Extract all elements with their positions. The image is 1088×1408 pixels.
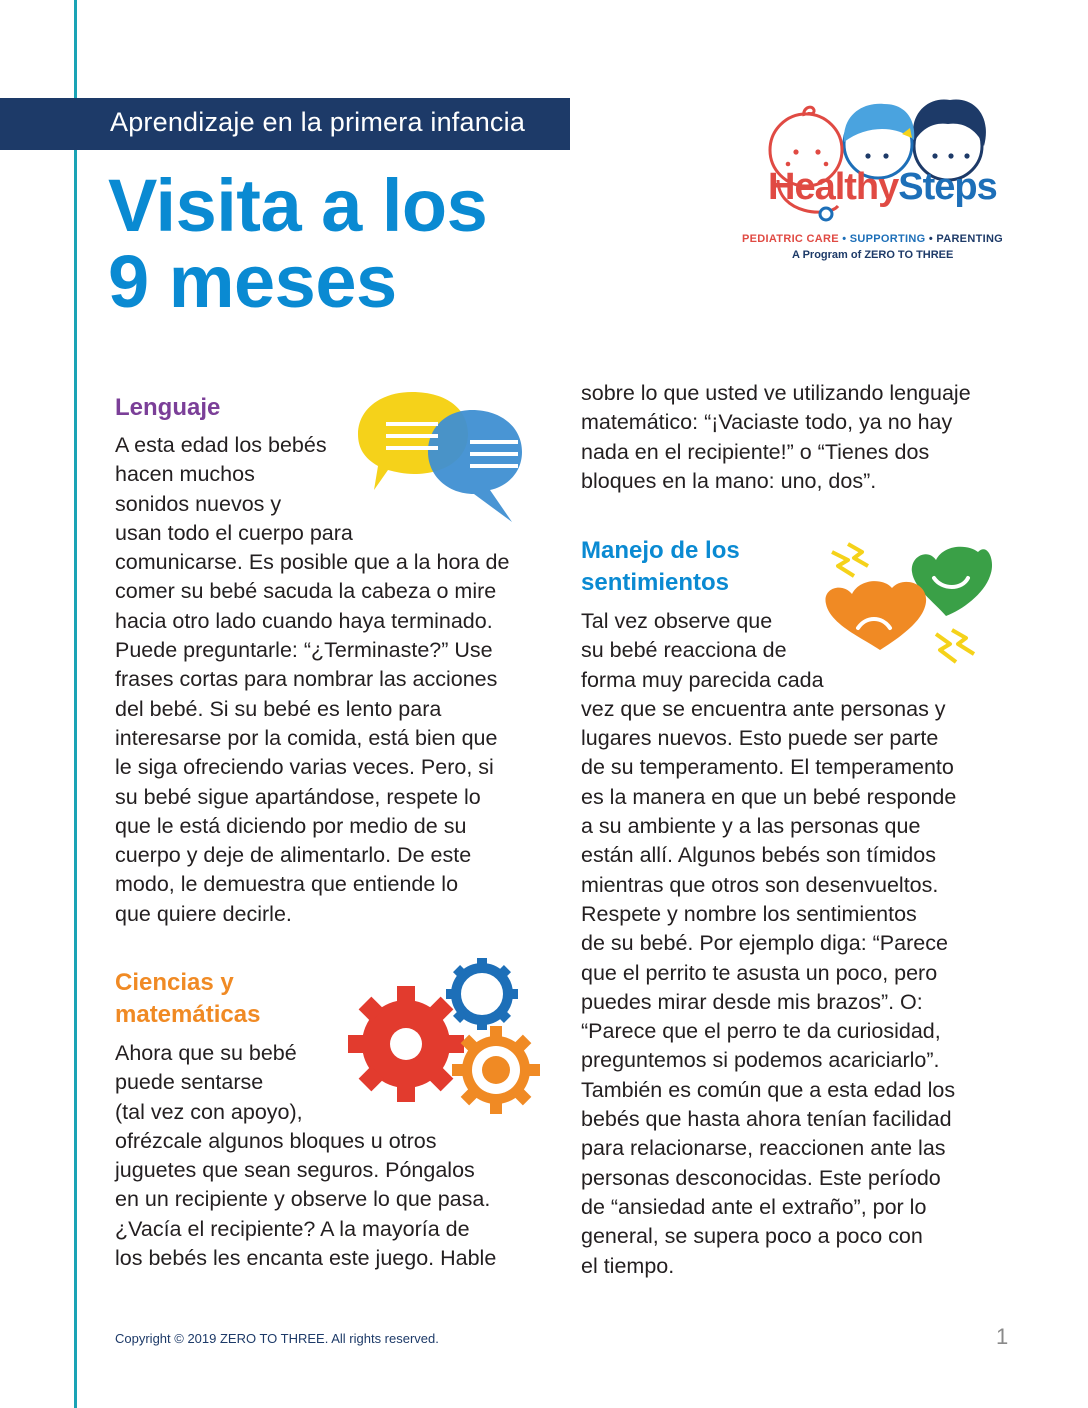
copyright-notice: Copyright © 2019 ZERO TO THREE. All rights reserved. [115, 1331, 439, 1346]
category-banner-label: Aprendizaje en la primera infancia [110, 107, 526, 137]
logo-tagline: PEDIATRIC CARE • SUPPORTING • PARENTING [742, 233, 1004, 245]
sentimientos-paragraph: Tal vez observe que su bebé reacciona de forma muy parecida cada vez que se encuentra ante personas y lugares nuevos. Esto puede ser parte de su temperamento. El temperamento es la manera en que un bebé responde a su ambiente y a las personas que están allí. Algunos bebés son tímidos mientras que otros son desenvueltos. Respete y nombre los sentimientos de su bebé. Por ejemplo diga: “Parece que el perrito te asusta un poco, pero puedes mirar desde mis brazos”. O: “Parece que el perro te da curiosidad, preguntemos si podemos acariciarlo”. También es común que a esta edad los bebés que hasta ahora tenían facilidad para relacionarse, reaccionen ante las personas desconocidas. Este período de “ansiedad ante el extraño”, por lo general, se supera poco a poco con el tiempo. [581, 609, 957, 1278]
section-heading-sentimientos: Manejo de los sentimientos [581, 537, 740, 596]
page-title-line-1: Visita a los [108, 164, 488, 247]
ciencias-continued-paragraph: sobre lo que usted ve utilizando lenguaje matemático: “¡Vaciaste todo, ya no hay nada en el recipiente!” o “Tienes dos bloques en la mano: uno, dos”. [581, 381, 971, 493]
page-title [108, 164, 488, 323]
page-title-line-2: 9 meses [108, 240, 397, 323]
logo-wordmark: HealthySteps [768, 166, 997, 208]
section-heading-lenguaje: Lenguaje [115, 394, 221, 421]
logo-program: A Program of ZERO TO THREE [792, 249, 954, 261]
lenguaje-paragraph: A esta edad los bebés hacen muchos sonidos nuevos y usan todo el cuerpo para comunicarse. Es posible que a la hora de comer su bebé sacuda la cabeza o mire hacia otro lado cuando haya terminado. Puede preguntarle: “¿Terminaste?” Use frases cortas para nombrar las acciones del bebé. Si su bebé es lento para interesarse por la comida, está bien que le siga ofreciendo varias veces. Pero, si su bebé sigue apartándose, respete lo que le está diciendo por medio de su cuerpo y deje de alimentarlo. De este modo, le demuestra que entiende lo que quiere decirle. [115, 433, 510, 926]
spacer [348, 258, 349, 259]
left-margin-rule [74, 0, 77, 1408]
category-banner [0, 98, 570, 150]
page-number: 1 [996, 1324, 1009, 1349]
section-heading-ciencias: Ciencias y matemáticas [115, 969, 261, 1028]
ciencias-paragraph: Ahora que su bebé puede sentarse (tal vez con apoyo), ofrézcale algunos bloques u otros juguetes que sean seguros. Póngalos en un recipiente y observe lo que pasa. ¿Vacía el recipiente? A la mayoría de los bebés les encanta este juego. Hable [115, 1041, 497, 1271]
healthysteps-logo [738, 94, 1018, 266]
